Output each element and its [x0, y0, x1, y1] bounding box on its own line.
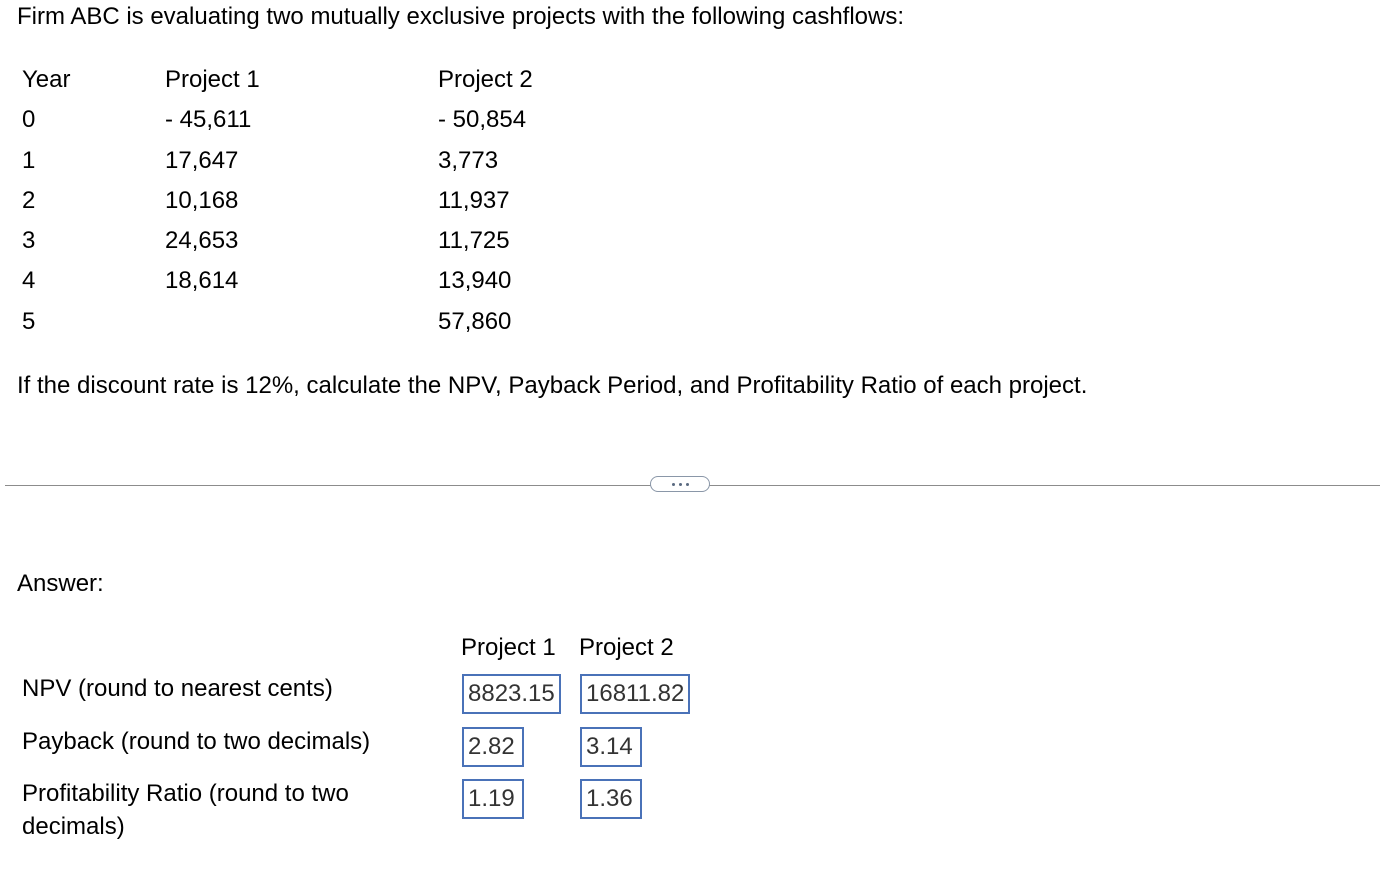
npv-project-1-input[interactable]: 8823.15: [462, 674, 561, 714]
header-project-2: Project 2: [438, 66, 533, 93]
project-2-cashflow: 57,860: [438, 308, 512, 335]
project-2-cashflow: - 50,854: [438, 106, 527, 133]
profitability-project-1-input[interactable]: 1.19: [462, 779, 524, 819]
profitability-project-2-input[interactable]: 1.36: [580, 779, 642, 819]
npv-label: NPV (round to nearest cents): [22, 675, 333, 702]
answer-header-project-2: Project 2: [579, 634, 674, 661]
expand-button[interactable]: [650, 476, 710, 492]
project-1-cashflow: - 45,611: [165, 106, 252, 133]
answer-label: Answer:: [17, 570, 104, 597]
project-1-cashflow: 24,653: [165, 227, 239, 254]
project-2-cashflow: 3,773: [438, 147, 499, 174]
ellipsis-icon: [686, 483, 689, 486]
npv-project-2-input[interactable]: 16811.82: [580, 674, 690, 714]
year-cell: 0: [22, 106, 36, 133]
answer-header-project-1: Project 1: [461, 634, 556, 661]
year-cell: 2: [22, 187, 36, 214]
ellipsis-icon: [679, 483, 682, 486]
year-cell: 1: [22, 147, 36, 174]
payback-project-2-input[interactable]: 3.14: [580, 727, 642, 767]
year-cell: 4: [22, 267, 36, 294]
header-project-1: Project 1: [165, 66, 260, 93]
project-2-cashflow: 11,937: [438, 187, 510, 214]
project-1-cashflow: 18,614: [165, 267, 239, 294]
payback-project-1-input[interactable]: 2.82: [462, 727, 524, 767]
project-2-cashflow: 11,725: [438, 227, 510, 254]
ellipsis-icon: [672, 483, 675, 486]
payback-label: Payback (round to two decimals): [22, 728, 371, 755]
year-cell: 5: [22, 308, 36, 335]
profitability-ratio-label: Profitability Ratio (round to two decimals): [22, 780, 349, 840]
project-1-cashflow: 10,168: [165, 187, 239, 214]
question-prompt: If the discount rate is 12%, calculate the NPV, Payback Period, and Profitability Ratio of each project.: [17, 372, 1088, 399]
question-intro: Firm ABC is evaluating two mutually exclusive projects with the following cashflows:: [17, 3, 905, 30]
header-year: Year: [22, 66, 71, 93]
year-cell: 3: [22, 227, 36, 254]
project-1-cashflow: 17,647: [165, 147, 239, 174]
project-2-cashflow: 13,940: [438, 267, 512, 294]
